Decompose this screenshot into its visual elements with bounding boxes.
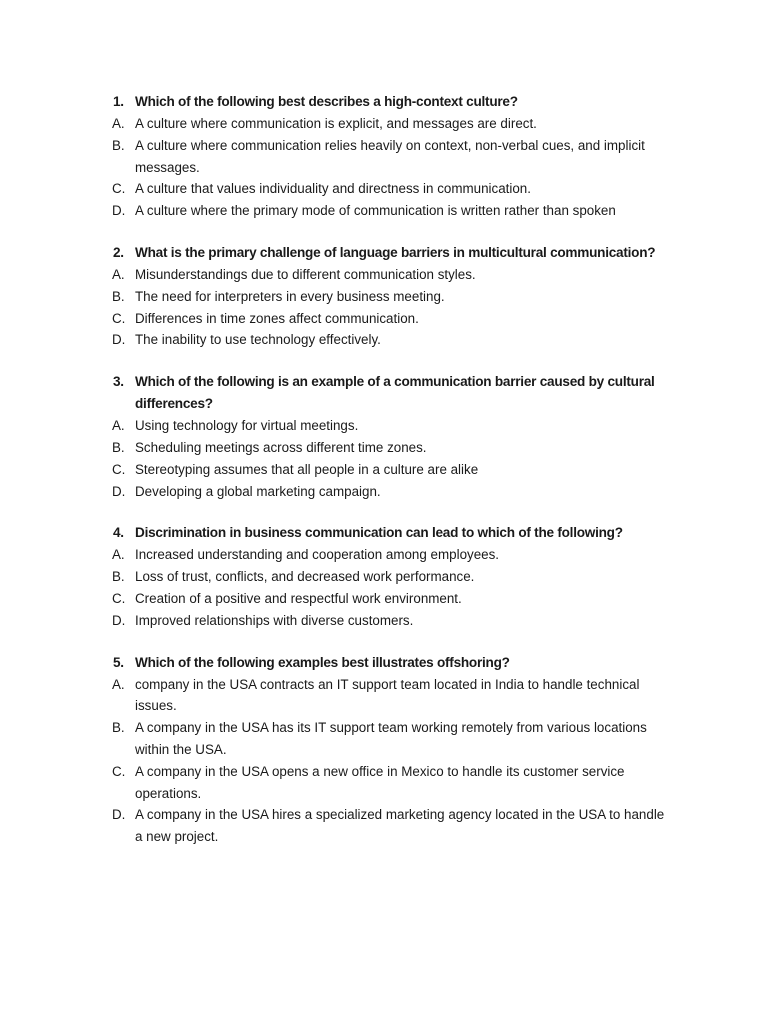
option-c: [0, 459, 768, 481]
question-4: [0, 522, 768, 631]
option-b: [0, 566, 768, 588]
option-letter: B.: [112, 569, 125, 585]
option-b: [0, 286, 768, 308]
option-letter: D.: [112, 807, 126, 823]
option-letter: D.: [112, 332, 126, 348]
option-text: A culture where communication relies heavily on context, non-verbal cues, and implicit messages.: [135, 137, 645, 175]
option-d: [0, 200, 768, 222]
option-b: [0, 437, 768, 459]
quiz-document: [0, 91, 768, 868]
option-text: Differences in time zones affect communication.: [135, 310, 419, 326]
option-text: A culture that values individuality and directness in communication.: [135, 181, 531, 197]
option-text: The need for interpreters in every business meeting.: [135, 288, 445, 304]
question-number: 3.: [113, 374, 124, 390]
question-heading: [0, 91, 768, 113]
option-list: [0, 113, 768, 222]
question-5: [0, 652, 768, 848]
option-letter: D.: [112, 612, 126, 628]
option-text: Improved relationships with diverse customers.: [135, 612, 414, 628]
option-list: [0, 544, 768, 631]
option-letter: C.: [112, 590, 126, 606]
option-letter: B.: [112, 288, 125, 304]
option-letter: C.: [112, 310, 126, 326]
option-b: [0, 717, 768, 761]
option-text: Developing a global marketing campaign.: [135, 483, 381, 499]
option-d: [0, 610, 768, 632]
option-text: A company in the USA hires a specialized marketing agency located in the USA to handle a new project.: [135, 807, 665, 845]
option-text: A company in the USA opens a new office in Mexico to handle its customer service operations.: [135, 763, 625, 801]
option-letter: B.: [112, 439, 125, 455]
option-text: Increased understanding and cooperation among employees.: [135, 547, 500, 563]
option-letter: A.: [112, 676, 125, 692]
question-heading: [0, 371, 768, 415]
option-letter: D.: [112, 483, 126, 499]
option-c: [0, 178, 768, 200]
question-2: [0, 242, 768, 351]
option-c: [0, 308, 768, 330]
question-text: What is the primary challenge of language barriers in multicultural communication?: [135, 244, 656, 260]
question-text: Which of the following best describes a high-context culture?: [135, 94, 518, 109]
option-d: [0, 329, 768, 351]
question-number: 5.: [113, 654, 124, 670]
option-text: A culture where communication is explicit, and messages are direct.: [135, 116, 537, 131]
question-number: 2.: [113, 244, 124, 260]
option-a: [0, 674, 768, 718]
option-b: [0, 135, 768, 179]
question-number: 1.: [113, 94, 124, 109]
option-text: A culture where the primary mode of communication is written rather than spoken: [135, 203, 616, 219]
option-letter: C.: [112, 461, 126, 477]
question-3: [0, 371, 768, 502]
option-list: [0, 415, 768, 502]
option-text: Misunderstandings due to different communication styles.: [135, 266, 476, 282]
option-letter: C.: [112, 763, 126, 779]
question-heading: [0, 522, 768, 544]
question-1: [0, 91, 768, 222]
option-c: [0, 761, 768, 805]
option-d: [0, 481, 768, 503]
question-heading: [0, 652, 768, 674]
option-list: [0, 674, 768, 848]
option-letter: A.: [112, 116, 125, 131]
option-text: company in the USA contracts an IT support team located in India to handle technical issues.: [135, 676, 640, 714]
option-c: [0, 588, 768, 610]
option-letter: B.: [112, 137, 125, 153]
option-a: [0, 544, 768, 566]
option-a: [0, 415, 768, 437]
question-text: Which of the following examples best illustrates offshoring?: [135, 654, 510, 670]
option-text: Creation of a positive and respectful work environment.: [135, 590, 462, 606]
option-text: The inability to use technology effectively.: [135, 332, 381, 348]
option-d: [0, 804, 768, 848]
option-text: Loss of trust, conflicts, and decreased work performance.: [135, 569, 475, 585]
option-letter: A.: [112, 418, 125, 434]
option-a: [0, 264, 768, 286]
option-letter: C.: [112, 181, 126, 197]
option-letter: A.: [112, 547, 125, 563]
option-text: Using technology for virtual meetings.: [135, 418, 359, 434]
option-text: A company in the USA has its IT support team working remotely from various locations within the USA.: [135, 720, 647, 757]
option-a: [0, 113, 768, 135]
option-letter: D.: [112, 203, 126, 219]
option-letter: A.: [112, 266, 125, 282]
option-list: [0, 264, 768, 351]
question-text: Discrimination in business communication can lead to which of the following?: [135, 525, 623, 541]
question-text: Which of the following is an example of a communication barrier caused by cultural differences?: [135, 374, 655, 412]
option-letter: B.: [112, 720, 125, 736]
question-heading: [0, 242, 768, 264]
option-text: Scheduling meetings across different time zones.: [135, 439, 427, 455]
option-text: Stereotyping assumes that all people in a culture are alike: [135, 461, 479, 477]
question-number: 4.: [113, 525, 124, 541]
